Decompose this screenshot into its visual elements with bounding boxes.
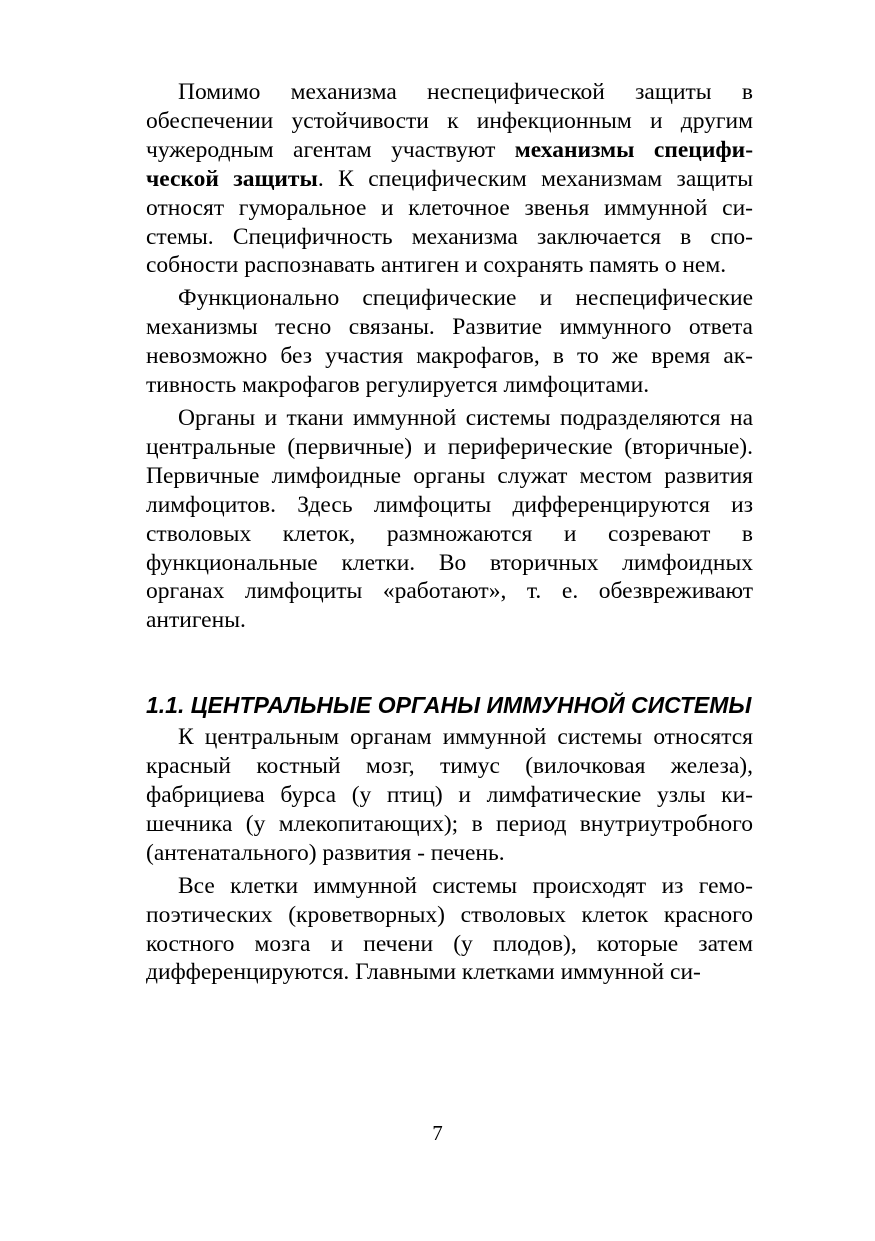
bold-term-specific-defense: механизмы специфической защиты [146, 136, 754, 192]
paragraph-text: . К специфическим механизмам защиты относят гуморальное и клеточное звенья иммунной системы. Специфичность механизма заключается в способности распознавать антиген и сохранять память о нем. [146, 165, 753, 279]
paragraph-organs-classification: Органы и ткани иммунной системы подразделяются на центральные (первичные) и периферические (вторичные). Первичные лимфоидные органы служат местом развития лимфоцитов. Здесь лимфоциты дифференцируются из стволовых клеток, размножаются и созревают в функциональные клетки. Во вторичных лимфоидных органах лимфоциты «работают», т. е. обезвреживают антигены. [146, 404, 753, 634]
paragraph-central-organs: К центральным органам иммунной системы относятся красный костный мозг, тимус (вилочковая железа), фабрициева бурса (у птиц) и лимфатические узлы кишечника (у млекопитающих); в период внутриутробного (антенатального) развития - печень. [146, 724, 753, 866]
paragraph-text: Помимо механизма неспецифической защиты в обеспечении устойчивости к инфекционным и другим чужеродным агентам участвуют [146, 79, 753, 163]
paragraph-stem-cells: Все клетки иммунной системы происходят из гемопоэтических (кроветворных) стволовых клеток красного костного мозга и печени (у плодов), которые затем дифференцируются. Главными клетками иммунной си- [146, 872, 753, 986]
page-number: 7 [432, 1121, 443, 1145]
paragraph-functional-link: Функционально специфические и неспецифические механизмы тесно связаны. Развитие иммунного ответа невозможно без участия макрофагов, в то же время активность макрофагов регулируется лимфоцитами. [146, 285, 753, 399]
page-body [146, 78, 753, 987]
paragraph-nonspecific-specific-defense [146, 78, 753, 280]
section-heading: 1.1. ЦЕНТРАЛЬНЫЕ ОРГАНЫ ИММУННОЙ СИСТЕМЫ [146, 692, 752, 719]
